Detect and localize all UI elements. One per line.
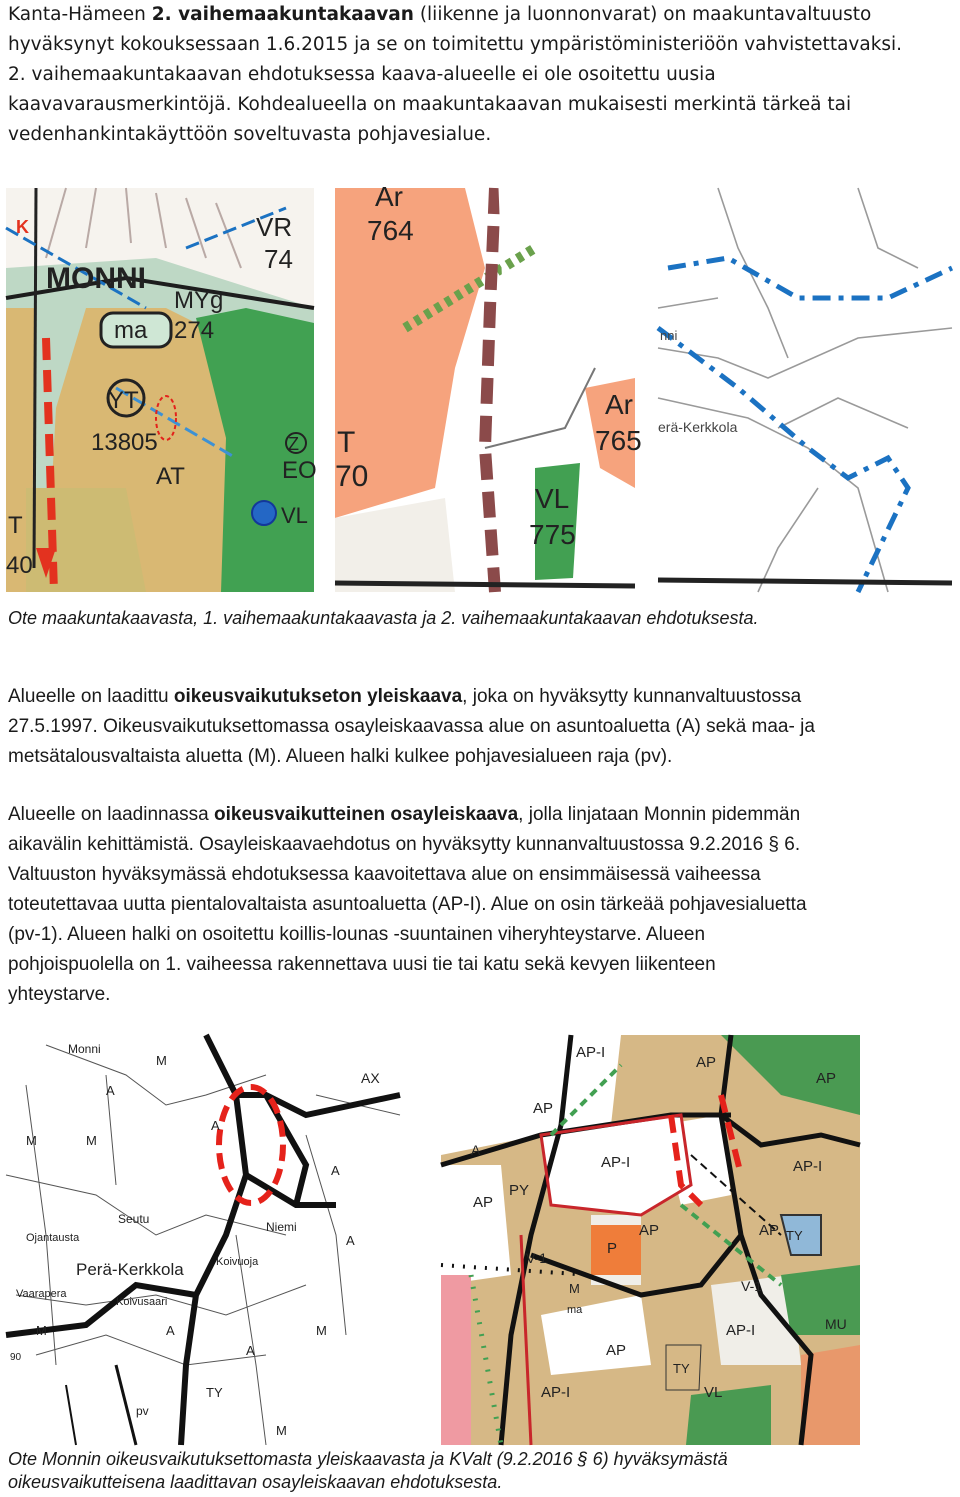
- map4-label: M: [276, 1423, 287, 1438]
- para3-line-6: pohjoispuolella on 1. vaiheessa rakennettava uusi tie tai katu sekä kevyen liikenteen: [8, 954, 716, 975]
- map4-label: pv: [136, 1404, 149, 1418]
- map1-label: EO: [282, 457, 317, 484]
- map5-label: AP-I: [793, 1158, 823, 1175]
- map5-label: AP-I: [576, 1044, 606, 1061]
- intro-paragraph: [8, 0, 952, 150]
- map1-label: MYg: [174, 287, 224, 314]
- map4-label: M: [86, 1133, 97, 1148]
- map5-label: P: [607, 1240, 618, 1257]
- map5-label: PY: [509, 1182, 530, 1199]
- para3-line-3: Valtuuston hyväksymässä ehdotuksessa kaavoitettava alue on ensimmäisessä vaiheessa: [8, 864, 761, 885]
- map1-label: 74: [264, 244, 293, 274]
- map4-label: M: [36, 1323, 47, 1338]
- map5-label: ma: [567, 1304, 583, 1316]
- para3-line-7: yhteystarve.: [8, 984, 111, 1005]
- map2-label: 775: [529, 519, 576, 550]
- map4-label: 90: [10, 1352, 22, 1363]
- map1-label: T: [8, 512, 23, 539]
- map5-label: A: [471, 1142, 481, 1158]
- map1-label: 13805: [91, 429, 158, 456]
- map4-label: A: [346, 1233, 355, 1248]
- intro-line-1: Kanta-Hämeen 2. vaihemaakuntakaavan (liikenne ja luonnonvarat) on maakuntavaltuusto: [8, 4, 872, 25]
- map1-label: YT: [108, 387, 139, 414]
- map2-label: 70: [335, 460, 369, 493]
- map-1-vaihemaakuntakaava: [335, 181, 642, 592]
- caption2-line-1: Ote Monnin oikeusvaikutuksettomasta yleiskaavasta ja KValt (9.2.2016 § 6) hyväksymästä: [8, 1449, 728, 1469]
- intro-line-2: hyväksynyt kokouksessaan 1.6.2015 ja se on toimitettu ympäristöministeriöön vahvistettavaksi.: [8, 34, 903, 55]
- map5-label: MU: [825, 1316, 847, 1332]
- map4-label: A: [166, 1323, 175, 1338]
- para3-line-4: toteutettavaa uutta pientalovaltaista asuntoaluetta (AP-I). Alue on osin tärkeää pohjavesialuetta: [8, 894, 807, 915]
- map2-label: 765: [595, 425, 642, 456]
- map2-label: 764: [367, 215, 414, 246]
- map5-label: M: [569, 1281, 580, 1296]
- map1-label: VR: [256, 212, 293, 242]
- map5-label: AP-I: [541, 1384, 571, 1401]
- map2-label: T: [337, 426, 356, 459]
- para3-line-1: Alueelle on laadinnassa oikeusvaikutteinen osayleiskaava, jolla linjataan Monnin pidemmän: [8, 804, 801, 825]
- map5-label: AP: [759, 1222, 780, 1239]
- caption2-line-2: oikeusvaikutteisena laadittavan osayleiskaavan ehdotuksesta.: [8, 1472, 503, 1492]
- map1-label: VL: [281, 503, 308, 528]
- map4-label: M: [316, 1323, 327, 1338]
- map5-label: AP-I: [601, 1154, 631, 1171]
- map4-label: TY: [206, 1385, 223, 1400]
- map5-label: TY: [673, 1361, 690, 1376]
- map5-label: AP: [473, 1194, 494, 1211]
- map1-label: 274: [174, 317, 215, 344]
- caption-maps-bottom: [8, 1448, 728, 1494]
- map2-label: Ar: [605, 389, 633, 420]
- map1-label: K: [16, 217, 29, 237]
- intro-line-4: kaavavarausmerkintöjä. Kohdealueella on maakuntakaavan mukaisesti merkintä tärkeä tai: [8, 94, 852, 115]
- map5-label: AP: [606, 1342, 627, 1359]
- intro-line-3: 2. vaihemaakuntakaavan ehdotuksessa kaava-alueelle ei ole osoitettu uusia: [8, 64, 716, 85]
- map-yleiskaava: [6, 1035, 400, 1445]
- map-2-vaihemaakuntakaava: [658, 188, 952, 592]
- map4-label: Vaarapera: [16, 1288, 67, 1300]
- map4-label: A: [211, 1118, 220, 1133]
- map5-label: V-1: [741, 1278, 763, 1294]
- map4-label: A: [331, 1163, 340, 1178]
- map5-label: AP: [816, 1070, 837, 1087]
- map5-label: TY: [786, 1228, 803, 1243]
- map4-label: A: [246, 1343, 255, 1358]
- map1-label: AT: [156, 463, 185, 490]
- map4-label: A: [106, 1083, 115, 1098]
- map4-label: Seutu: [118, 1212, 150, 1226]
- map1-label: MONNI: [46, 262, 146, 295]
- map4-label: Koivusaari: [116, 1296, 168, 1308]
- map4-label: Perä-Kerkkola: [76, 1260, 184, 1279]
- map4-label: M: [26, 1133, 37, 1148]
- map-osayleiskaava: [441, 1035, 860, 1445]
- map4-label: Ojantausta: [26, 1232, 80, 1244]
- caption-maps-top: Ote maakuntakaavasta, 1. vaihemaakuntakaavasta ja 2. vaihemaakuntakaavan ehdotuksesta.: [8, 608, 759, 628]
- map4-label: M: [156, 1053, 167, 1068]
- map4-label: Koivuoja: [216, 1256, 259, 1268]
- map3-label: nni: [660, 328, 678, 343]
- map4-label: Niemi: [266, 1220, 297, 1234]
- map2-label: VL: [535, 483, 570, 514]
- map5-label: V-1: [526, 1250, 548, 1266]
- map5-label: VL: [704, 1384, 723, 1401]
- intro-line-5: vedenhankintakäyttöön soveltuvasta pohjavesialue.: [8, 124, 492, 145]
- map2-label: Ar: [375, 181, 403, 212]
- map1-label: 40: [6, 552, 33, 579]
- map5-label: AP: [696, 1054, 717, 1071]
- map5-label: AP: [639, 1222, 660, 1239]
- para3-line-5: (pv-1). Alueen halki on osoitettu koillis-lounas -suuntainen viheryhteystarve. Alueen: [8, 924, 706, 945]
- yleiskaava-paragraph: [8, 682, 952, 772]
- map1-label: ma: [114, 317, 148, 344]
- map4-label: AX: [361, 1070, 380, 1086]
- para2-line-2: 27.5.1997. Oikeusvaikutuksettomassa osayleiskaavassa alue on asuntoaluetta (A) sekä maa- ja: [8, 716, 815, 737]
- osayleiskaava-paragraph: [8, 800, 952, 1010]
- para2-line-1: Alueelle on laadittu oikeusvaikutukseton yleiskaava, joka on hyväksytty kunnanvaltuustossa: [8, 686, 802, 707]
- map1-label: Z: [288, 434, 299, 454]
- map3-label: erä-Kerkkola: [658, 419, 738, 435]
- map-maakuntakaava: [6, 188, 317, 592]
- para2-line-3: metsätalousvaltaista aluetta (M). Alueen halki kulkee pohjavesialueen raja (pv).: [8, 746, 673, 767]
- para3-line-2: aikavälin kehittämistä. Osayleiskaavaehdotus on hyväksytty kunnanvaltuustossa 9.2.2016 § 6.: [8, 834, 801, 855]
- map5-label: AP: [533, 1100, 554, 1117]
- map5-label: AP-I: [726, 1322, 756, 1339]
- map4-label: Monni: [68, 1042, 101, 1056]
